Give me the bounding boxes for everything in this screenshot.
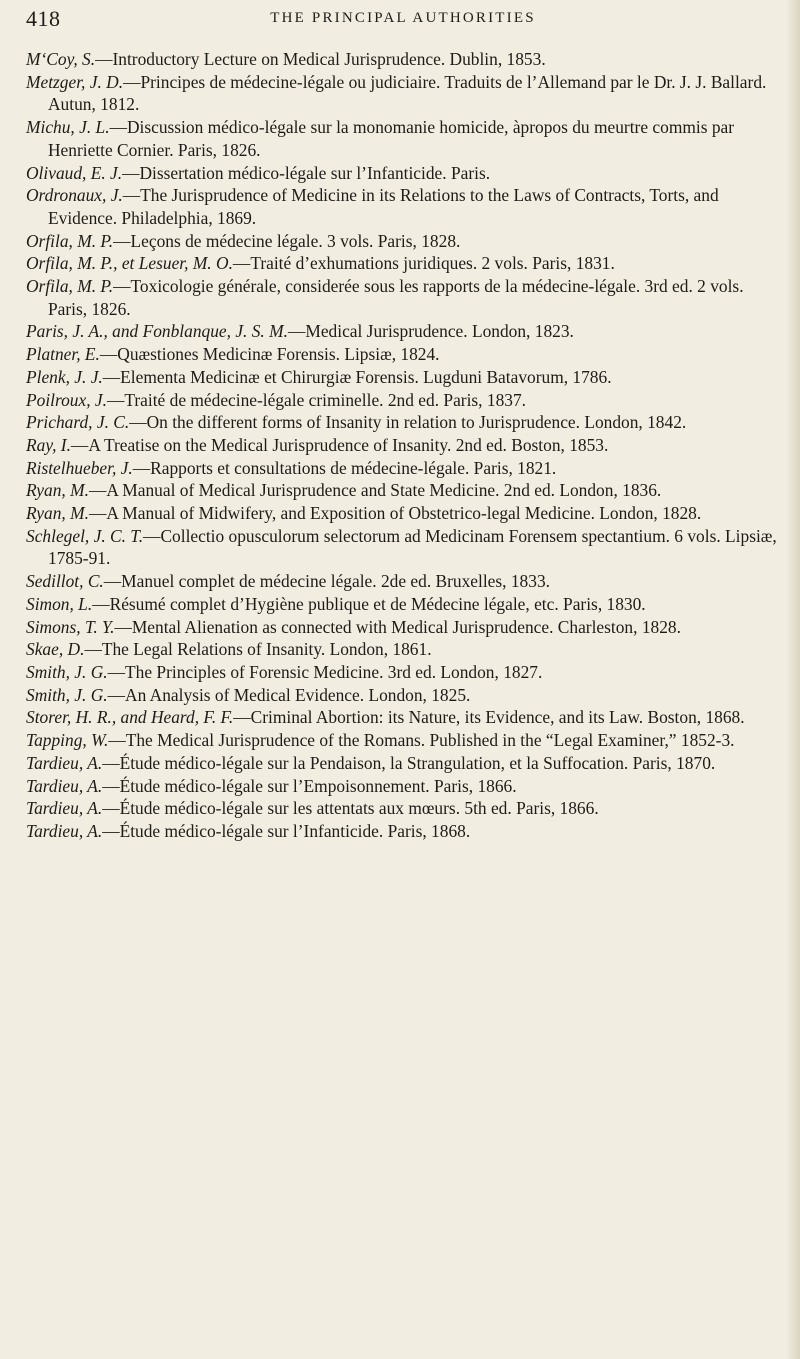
entry-text: —Mental Alienation as connected with Medical Jurisprudence. Charleston, 1828. xyxy=(114,616,681,637)
entry-author: Orfila, M. P. xyxy=(26,230,114,251)
bibliography-entry xyxy=(26,684,778,707)
entry-text: —Étude médico-légale sur l’Infanticide. Paris, 1868. xyxy=(102,820,471,841)
entry-text: —A Manual of Medical Jurisprudence and State Medicine. 2nd ed. London, 1836. xyxy=(88,480,662,501)
bibliography-entry xyxy=(26,502,778,525)
entry-author: Ryan, M. xyxy=(26,503,89,524)
entry-text: —Discussion médico-légale sur la monomanie homicide, àpropos du meurtre commis par Henriette Cornier. Paris, 1826. xyxy=(48,117,735,160)
entry-text: —The Jurisprudence of Medicine in its Relations to the Laws of Contracts, Torts, and Evidence. Philadelphia, 1869. xyxy=(48,185,719,228)
bibliography-entry xyxy=(26,116,778,161)
entry-author: Skae, D. xyxy=(26,639,85,660)
entry-text: —The Principles of Forensic Medicine. 3rd ed. London, 1827. xyxy=(107,661,543,682)
entry-author: Ryan, M. xyxy=(26,480,89,501)
bibliography-entry xyxy=(26,252,778,275)
entry-author: Orfila, M. P., et Lesuer, M. O. xyxy=(26,253,233,274)
entry-author: Sedillot, C. xyxy=(26,571,104,592)
running-head: THE PRINCIPAL AUTHORITIES xyxy=(270,10,536,26)
bibliography-entry xyxy=(26,479,778,502)
bibliography-entry xyxy=(26,275,778,320)
page-number: 418 xyxy=(26,6,61,31)
entry-author: Tardieu, A. xyxy=(26,798,103,819)
page-edge xyxy=(786,0,800,1359)
entry-text: —Introductory Lecture on Medical Jurisprudence. Dublin, 1853. xyxy=(95,49,546,69)
entry-author: Ristelhueber, J. xyxy=(26,457,133,478)
entry-text: —Dissertation médico-légale sur l’Infanticide. Paris. xyxy=(122,162,491,183)
entry-text: —On the different forms of Insanity in relation to Jurisprudence. London, 1842. xyxy=(129,412,687,433)
bibliography-entry xyxy=(26,525,778,570)
bibliography-entry xyxy=(26,775,778,798)
entry-author: Metzger, J. D. xyxy=(26,71,124,92)
entry-text: —A Treatise on the Medical Jurisprudence of Insanity. 2nd ed. Boston, 1853. xyxy=(70,434,609,455)
entry-author: Schlegel, J. C. T. xyxy=(26,525,144,546)
entry-text: —Étude médico-légale sur l’Empoisonnement. Paris, 1866. xyxy=(102,775,517,796)
bibliography-entry xyxy=(26,616,778,639)
bibliography-entry xyxy=(26,343,778,366)
bibliography-entry xyxy=(26,570,778,593)
entry-text: —Quæstiones Medicinæ Forensis. Lipsiæ, 1824. xyxy=(99,344,440,365)
entry-text: —Leçons de médecine légale. 3 vols. Paris, 1828. xyxy=(113,230,461,251)
bibliography-list xyxy=(26,48,778,843)
bibliography-entry xyxy=(26,661,778,684)
entry-author: Platner, E. xyxy=(26,344,100,365)
entry-author: Smith, J. G. xyxy=(26,661,108,682)
entry-author: Simon, L. xyxy=(26,593,93,614)
entry-author: Tardieu, A. xyxy=(26,775,103,796)
entry-author: Michu, J. L. xyxy=(26,117,110,138)
entry-author: Smith, J. G. xyxy=(26,684,108,705)
entry-author: Ray, I. xyxy=(26,434,71,455)
bibliography-entry xyxy=(26,162,778,185)
bibliography-entry xyxy=(26,48,778,71)
bibliography-entry xyxy=(26,411,778,434)
bibliography-entry xyxy=(26,320,778,343)
bibliography-entry xyxy=(26,434,778,457)
page-header xyxy=(26,6,780,36)
entry-text: —Étude médico-légale sur les attentats aux mœurs. 5th ed. Paris, 1866. xyxy=(102,798,599,819)
entry-text: —Manuel complet de médecine légale. 2de ed. Bruxelles, 1833. xyxy=(103,571,550,592)
entry-text: —Résumé complet d’Hygiène publique et de Médecine légale, etc. Paris, 1830. xyxy=(92,593,646,614)
bibliography-entry xyxy=(26,230,778,253)
entry-author: Tapping, W. xyxy=(26,730,109,751)
bibliography-entry xyxy=(26,638,778,661)
bibliography-entry xyxy=(26,752,778,775)
entry-author: Orfila, M. P. xyxy=(26,276,114,297)
bibliography-entry xyxy=(26,184,778,229)
bibliography-entry xyxy=(26,366,778,389)
entry-text: —Traité de médecine-légale criminelle. 2nd ed. Paris, 1837. xyxy=(106,389,527,410)
entry-author: Tardieu, A. xyxy=(26,820,103,841)
entry-author: Storer, H. R., and Heard, F. F. xyxy=(26,707,234,728)
entry-text: —Principes de médecine-légale ou judiciaire. Traduits de l’Allemand par le Dr. J. J. Ballard. Autun, 1812. xyxy=(48,71,767,115)
entry-text: —Collectio opusculorum selectorum ad Medicinam Forensem spectantium. 6 vols. Lipsiæ, 1785-91. xyxy=(48,525,777,569)
entry-text: —Medical Jurisprudence. London, 1823. xyxy=(287,321,574,342)
entry-text: —Traité d’exhumations juridiques. 2 vols. Paris, 1831. xyxy=(232,253,615,274)
entry-text: —Toxicologie générale, considerée sous les rapports de la médecine-légale. 3rd ed. 2 vols. Paris, 1826. xyxy=(48,276,744,319)
entry-author: Olivaud, E. J. xyxy=(26,162,123,183)
entry-text: —The Legal Relations of Insanity. London, 1861. xyxy=(84,639,432,660)
bibliography-entry xyxy=(26,593,778,616)
entry-text: —The Medical Jurisprudence of the Romans. Published in the “Legal Examiner,” 1852-3. xyxy=(108,730,735,751)
entry-text: —Criminal Abortion: its Nature, its Evidence, and its Law. Boston, 1868. xyxy=(233,707,745,728)
entry-text: —Étude médico-légale sur la Pendaison, la Strangulation, et la Suffocation. Paris, 1870. xyxy=(102,752,716,773)
entry-text: —Rapports et consultations de médecine-légale. Paris, 1821. xyxy=(132,457,557,478)
entry-author: Tardieu, A. xyxy=(26,752,103,773)
bibliography-entry xyxy=(26,457,778,480)
entry-text: —Elementa Medicinæ et Chirurgiæ Forensis. Lugduni Batavorum, 1786. xyxy=(102,366,612,387)
entry-author: Ordronaux, J. xyxy=(26,185,123,206)
entry-author: Paris, J. A., and Fonblanque, J. S. M. xyxy=(26,321,288,342)
bibliography-entry xyxy=(26,71,778,116)
bibliography-entry xyxy=(26,820,778,843)
entry-author: Poilroux, J. xyxy=(26,389,107,410)
bibliography-entry xyxy=(26,797,778,820)
entry-author: Plenk, J. J. xyxy=(26,366,103,387)
entry-text: —A Manual of Midwifery, and Exposition of Obstetrico-legal Medicine. London, 1828. xyxy=(88,503,702,524)
bibliography-entry xyxy=(26,729,778,752)
entry-author: Simons, T. Y. xyxy=(26,616,115,637)
entry-author: Prichard, J. C. xyxy=(26,412,130,433)
bibliography-entry xyxy=(26,706,778,729)
entry-text: —An Analysis of Medical Evidence. London, 1825. xyxy=(107,684,471,705)
bibliography-entry xyxy=(26,389,778,412)
entry-author: M‘Coy, S. xyxy=(26,49,96,69)
